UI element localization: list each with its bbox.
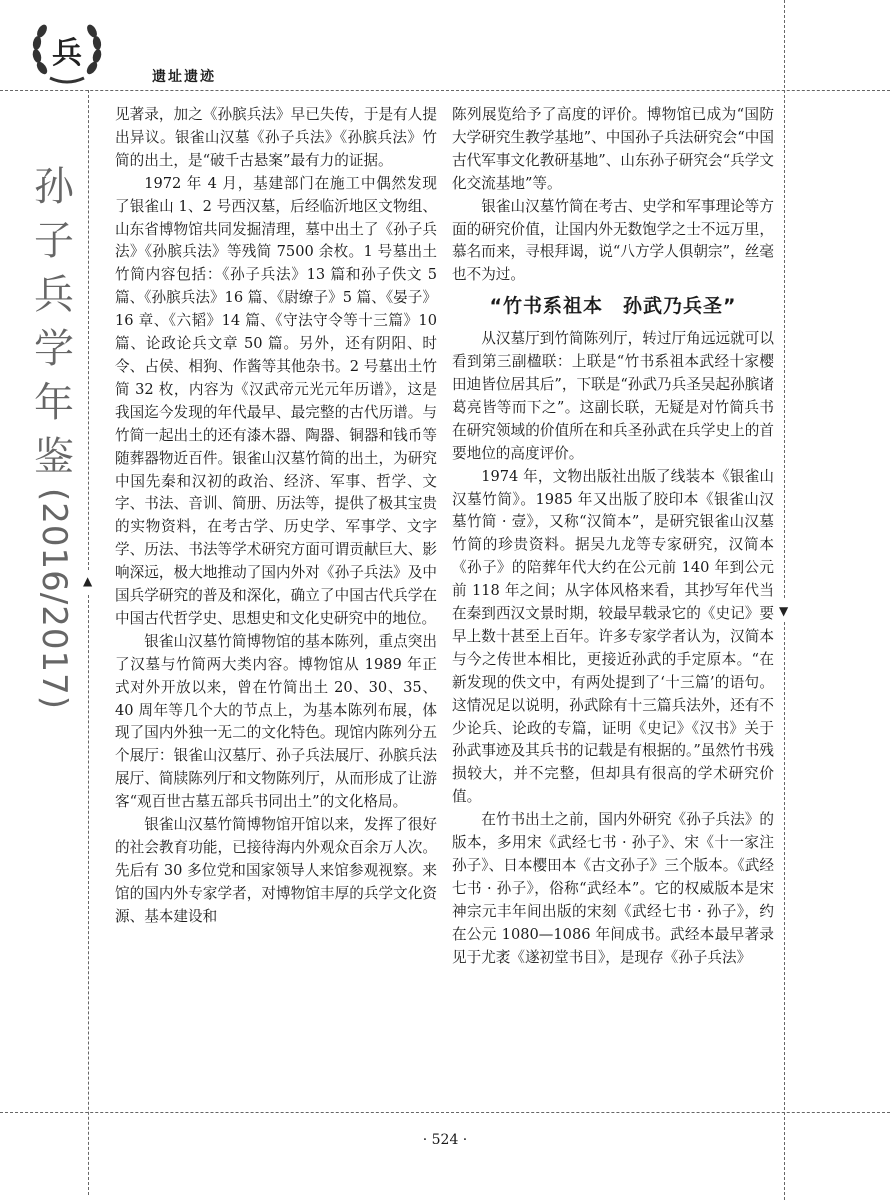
left-dashed-margin-lower: [88, 595, 89, 1195]
emblem-glyph: 兵: [52, 36, 82, 71]
footer-dashed-rule: [0, 1112, 890, 1113]
side-title: [22, 160, 86, 711]
side-title-char: 鉴: [34, 434, 74, 480]
side-title-char: 学: [34, 326, 74, 372]
left-arrow-marker: ▲: [83, 574, 93, 588]
right-dashed-margin-upper: [784, 0, 785, 598]
paragraph: 陈列展览给予了高度的评价。博物馆已成为“国防大学研究生教学基地”、中国孙子兵法研究会“中国古代军事文化教研基地”、山东孙子研究会“兵学文化交流基地”等。: [452, 106, 774, 192]
side-title-char: 兵: [34, 272, 74, 318]
paragraph: 从汉墓厅到竹简陈列厅，转过厅角远远就可以看到第三副楹联：上联是“竹书系祖本武经十家樱田迪皆位居其后”，下联是“孙武乃兵圣吴起孙膑诸葛亮皆等而下之”。这副长联，无疑是对竹简兵书在研究领域的价值所在和兵圣孙武在兵学史上的首要地位的高度评价。: [452, 330, 774, 462]
left-dashed-margin-upper: [88, 90, 89, 570]
paragraph: 银雀山汉墓竹简博物馆的基本陈列，重点突出了汉墓与竹简两大类内容。博物馆从 1989 年正式对外开放以来，曾在竹简出土 20、30、35、40 周年等几个大的节点上，为基本陈列布展，体现了国内外独一无二的文化特色。现馆内陈列分五个展厅：银雀山汉墓厅、孙子兵法展厅、孙膑兵法展厅、简牍陈列厅和文物陈列厅，从而形成了让游客“观百世古墓五部兵书同出土”的文化格局。: [115, 632, 437, 811]
laurel-wreath-emblem: [28, 16, 106, 86]
paragraph: 在竹书出土之前，国内外研究《孙子兵法》的版本，多用宋《武经七书 · 孙子》、宋《十一家注孙子》、日本樱田本《古文孙子》三个版本。《武经七书 · 孙子》，俗称“武经本”。它的权威版本是宋神宗元丰年间出版的宋刻《武经七书 · 孙子》，约在公元 1080—1086 年间成书。武经本最早著录见于尤袤《遂初堂书目》，是现存《孙子兵法》: [452, 811, 774, 966]
left-text-column: [115, 104, 437, 929]
paragraph: 1974 年，文物出版社出版了线装本《银雀山汉墓竹简》。1985 年又出版了胶印本《银雀山汉墓竹简 · 壹》，又称“汉简本”，是研究银雀山汉墓竹简的珍贵资料。据吴九龙等专家研究，汉简本《孙子》的陪葬年代大约在公元前 140 年到公元前 118 年之间；从字体风格来看，其抄写年代当在秦到西汉文景时期，较最早载录它的《史记》要早上数十甚至上百年。许多专家学者认为，汉简本与今之传世本相比，更接近孙武的手定原本。“在新发现的佚文中，有两处提到了‘十三篇’的语句。这情况足以说明，孙武除有十三篇兵法外，还有不少论兵、论政的专篇，证明《史记》《汉书》关于孙武事迹及其兵书的记载是有根据的。”虽然竹书残损较大，并不完整，但却具有很高的学术研究价值。: [452, 467, 774, 806]
side-title-year: (2016/2017): [34, 488, 74, 711]
paragraph: 见著录，加之《孙膑兵法》早已失传，于是有人提出异议。银雀山汉墓《孙子兵法》《孙膑兵法》竹简的出土，是“破千古悬案”最有力的证据。: [115, 106, 437, 169]
paragraph: 银雀山汉墓竹简在考古、史学和军事理论等方面的研究价值，让国内外无数饱学之士不远万里，慕名而来，寻根拜谒，说“八方学人俱朝宗”，丝毫也不为过。: [452, 197, 774, 284]
side-title-char: 子: [34, 218, 74, 264]
header-dashed-rule: [0, 90, 890, 91]
side-title-char: 孙: [34, 164, 74, 210]
paragraph: 1972 年 4 月，基建部门在施工中偶然发现了银雀山 1、2 号西汉墓，后经临沂地区文物组、山东省博物馆共同发掘清理，墓中出土了《孙子兵法》《孙膑兵法》等残简 7500 余枚。1 号墓出土竹简内容包括：《孙子兵法》13 篇和孙子佚文 5 篇、《孙膑兵法》16 篇、《尉缭子》5 篇、《晏子》16 章、《六韬》14 篇、《守法守令等十三篇》10 篇、论政论兵文章 50 篇。另外，还有阴阳、时令、占侯、相狗、作酱等其他杂书。2 号墓出土竹简 32 枚，内容为《汉武帝元光元年历谱》，这是我国迄今发现的年代最早、最完整的古代历谱。与竹简一起出土的还有漆木器、陶器、铜器和钱币等随葬器物近百件。银雀山汉墓竹简的出土，为研究中国先秦和汉初的政治、经济、军事、哲学、文字、书法、音训、简册、历法等，提供了极其宝贵的实物资料，在考古学、历史学、军事学、文字学、历法、书法等学术研究方面可谓贡献巨大、影响深远，极大地推动了国内外对《孙子兵法》及中国兵学研究的普及和深化，确立了中国古代兵学在中国古代哲学史、思想史和文化史研究中的地位。: [115, 174, 437, 627]
section-label: 遗址遗迹: [152, 69, 216, 85]
right-text-column: [452, 104, 774, 970]
page-number: · 524 ·: [422, 1132, 468, 1148]
right-arrow-marker: ▼: [779, 604, 789, 618]
paragraph: 银雀山汉墓竹简博物馆开馆以来，发挥了很好的社会教育功能，已接待海内外观众百余万人次。先后有 30 多位党和国家领导人来馆参观视察。来馆的国内外专家学者，对博物馆丰厚的兵学文化资源、基本建设和: [115, 816, 437, 925]
side-title-char: 年: [34, 380, 74, 426]
right-dashed-margin-lower: [784, 622, 785, 1200]
section-heading: “竹书系祖本 孙武乃兵圣”: [489, 295, 737, 318]
